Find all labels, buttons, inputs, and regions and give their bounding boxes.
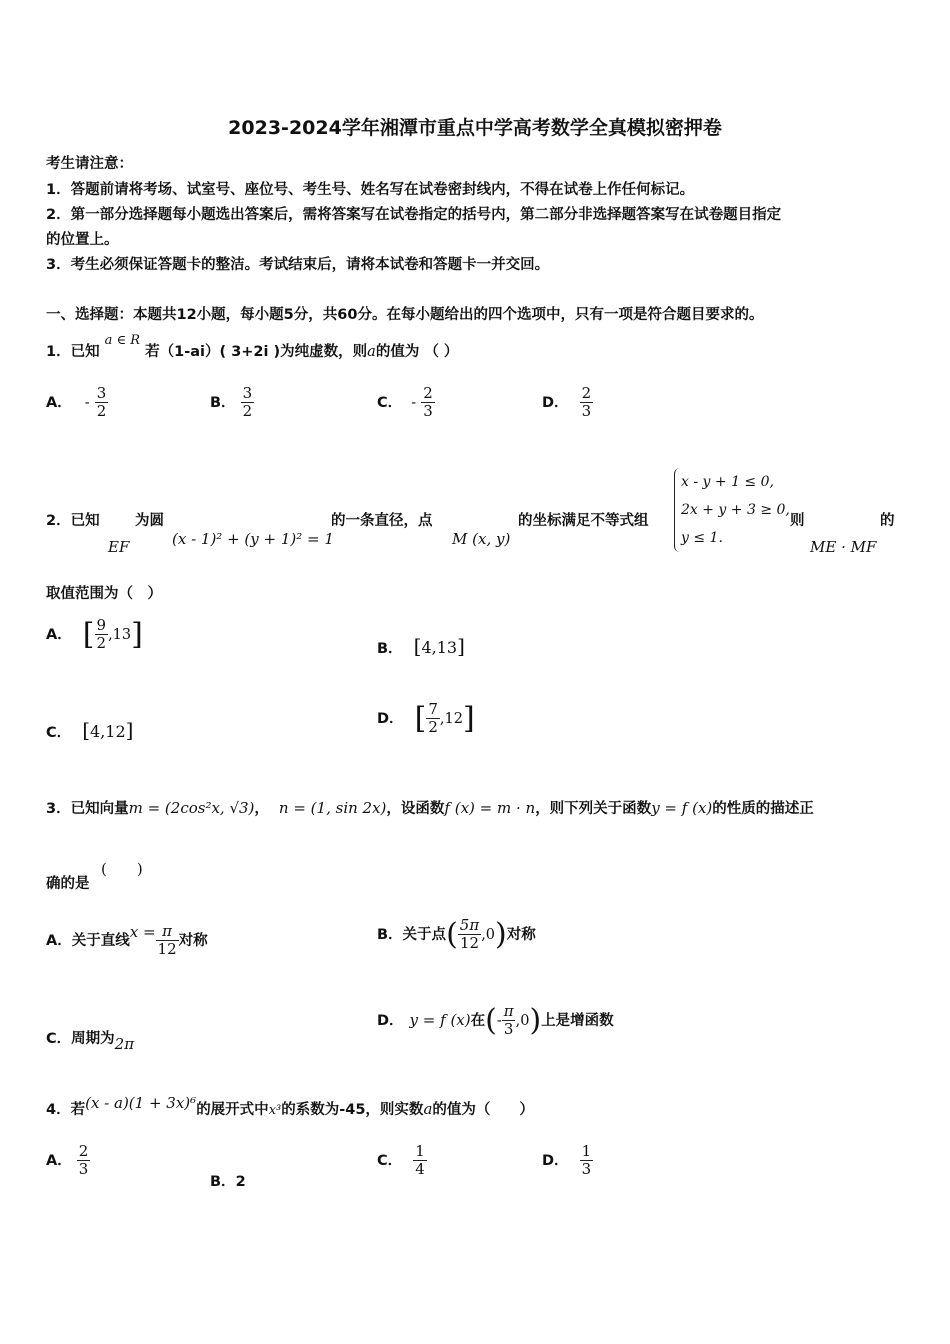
q2-stem-cont: 取值范围为（ ） (46, 586, 162, 602)
page-title: 2023-2024学年湘潭市重点中学高考数学全真模拟密押卷 (228, 117, 722, 139)
q1-condition: a ∈ R (104, 333, 141, 348)
q2-a-fraction: $\frac{9}{2}$ (96, 616, 107, 653)
q4-var: a (423, 1100, 433, 1118)
q4-text-2: 的系数为-45，则实数 (281, 1102, 424, 1118)
q4-option-a[interactable]: A． $\frac{2}{3}$ (46, 1142, 89, 1179)
q3-d-fraction: $\frac{\pi}{3}$ (503, 1002, 514, 1039)
q4-text-1: 的展开式中 (196, 1102, 269, 1118)
q3-stem: 3．已知向量m = (2cos²x, √3)， n = (1, sin 2x)，设函数f (x) = m · n，则下列关于函数y = f (x)的性质的描述正 (46, 799, 814, 817)
q3-b-fraction: $\frac{5\pi}{12}$ (459, 916, 480, 953)
q1-tail: 的值为 （ ） (375, 344, 459, 360)
q2-option-b[interactable]: B． [4,13] (377, 634, 465, 658)
q4-d-fraction: $\frac{1}{3}$ (581, 1142, 592, 1179)
q2-option-a[interactable]: A． [ $\frac{9}{2}$ ,13] (46, 616, 143, 653)
q3-option-b[interactable]: B．关于点( $\frac{5\pi}{12}$ ,0)对称 (377, 916, 536, 953)
q4-a-fraction: $\frac{2}{3}$ (78, 1142, 89, 1179)
q1-d-fraction: $\frac{2}{3}$ (581, 384, 592, 421)
q4-number: 4．若 (46, 1102, 86, 1118)
q1-option-b[interactable]: B． $\frac{3}{2}$ (210, 384, 253, 421)
q1-var: a (367, 344, 376, 360)
q2-inequality-system: x - y + 1 ≤ 0, 2x + y + 3 ≥ 0, y ≤ 1. (674, 468, 790, 552)
q4-option-d[interactable]: D． $\frac{1}{3}$ (542, 1142, 592, 1179)
q2-option-d[interactable]: D． [ $\frac{7}{2}$ ,12] (377, 700, 475, 737)
q3-function: f (x) = m · n (444, 799, 536, 817)
q2-point: M (x, y) (452, 530, 511, 548)
q1-a-fraction: $\frac{3}{2}$ (96, 384, 107, 421)
q1-stem (46, 333, 459, 361)
q1-option-c[interactable]: C． - $\frac{2}{3}$ (377, 384, 433, 421)
notice-heading: 考生请注意： (46, 156, 133, 172)
q3-vector-m: m = (2cos²x, √3) (128, 799, 255, 817)
q4-option-c[interactable]: C． $\frac{1}{4}$ (377, 1142, 425, 1179)
section-heading: 一、选择题：本题共12小题，每小题5分，共60分。在每小题给出的四个选项中，只有一项是符合题目要求的。 (46, 307, 764, 323)
q3-text-2: ，则下列关于函数 (535, 801, 652, 817)
q3-option-a[interactable]: A．关于直线x = $\frac{\pi}{12}$ 对称 (46, 922, 208, 959)
q4-expression: (x - a)(1 + 3x)⁶ (85, 1094, 197, 1112)
notice-item-3: 3．考生必须保证答题卡的整洁。考试结束后，请将本试卷和答题卡一并交回。 (46, 257, 550, 273)
q3-a-fraction: $\frac{\pi}{12}$ (157, 922, 177, 959)
q2-circle-eq: (x - 1)² + (y + 1)² = 1 (172, 530, 334, 548)
q3-number: 3．已知向量 (46, 801, 129, 817)
q2-text-2: 的一条直径，点 (331, 513, 433, 529)
q3-option-c[interactable]: C．周期为2π (46, 1031, 135, 1053)
q4-x3: x³ (268, 1103, 282, 1118)
q2-text-1: 为圆 (135, 513, 164, 529)
q3-text-1: ，设函数 (386, 801, 445, 817)
q2-number: 2．已知 (46, 513, 100, 529)
q1-text: 若（1-ai）( 3+2i )为纯虚数，则 (145, 344, 368, 360)
q2-text-4: 则 (790, 513, 805, 529)
q1-number: 1．已知 (46, 344, 100, 360)
q2-option-c[interactable]: C． [4,12] (46, 718, 134, 742)
notice-item-2-cont: 的位置上。 (46, 232, 119, 248)
q1-option-d[interactable]: D． $\frac{2}{3}$ (542, 384, 592, 421)
q2-text-3: 的坐标满足不等式组 (518, 513, 649, 529)
q3-stem-cont: 确的是 (46, 876, 90, 892)
q2-text-5: 的 (880, 513, 895, 529)
q4-option-b[interactable]: B．2 (210, 1174, 246, 1190)
q1-b-fraction: $\frac{3}{2}$ (242, 384, 253, 421)
q4-text-3: 的值为（ ） (432, 1102, 534, 1118)
q1-c-fraction: $\frac{2}{3}$ (423, 384, 433, 421)
q3-text-3: 的性质的描述正 (712, 801, 814, 817)
q4-c-fraction: $\frac{1}{4}$ (415, 1142, 425, 1179)
q3-option-d[interactable]: D． y = f (x)在(- $\frac{\pi}{3}$ ,0)上是增函数 (377, 1002, 614, 1039)
q2-ef: EF (108, 538, 130, 556)
q3-yfx: y = f (x) (651, 799, 713, 817)
q3-vector-n: n = (1, sin 2x) (278, 799, 387, 817)
q3-answer-paren: ( ) (101, 860, 143, 878)
q2-d-fraction: $\frac{7}{2}$ (428, 700, 438, 737)
notice-item-2: 2．第一部分选择题每小题选出答案后，需将答案写在试卷指定的括号内，第二部分非选择题答案写在试卷题目指定 (46, 207, 782, 223)
notice-item-1: 1．答题前请将考场、试室号、座位号、考生号、姓名写在试卷密封线内，不得在试卷上作任何标记。 (46, 182, 695, 198)
q1-option-a[interactable]: A． - $\frac{3}{2}$ (46, 384, 107, 421)
q2-dot-product: ME · MF (810, 538, 877, 556)
q4-stem (46, 1094, 534, 1119)
